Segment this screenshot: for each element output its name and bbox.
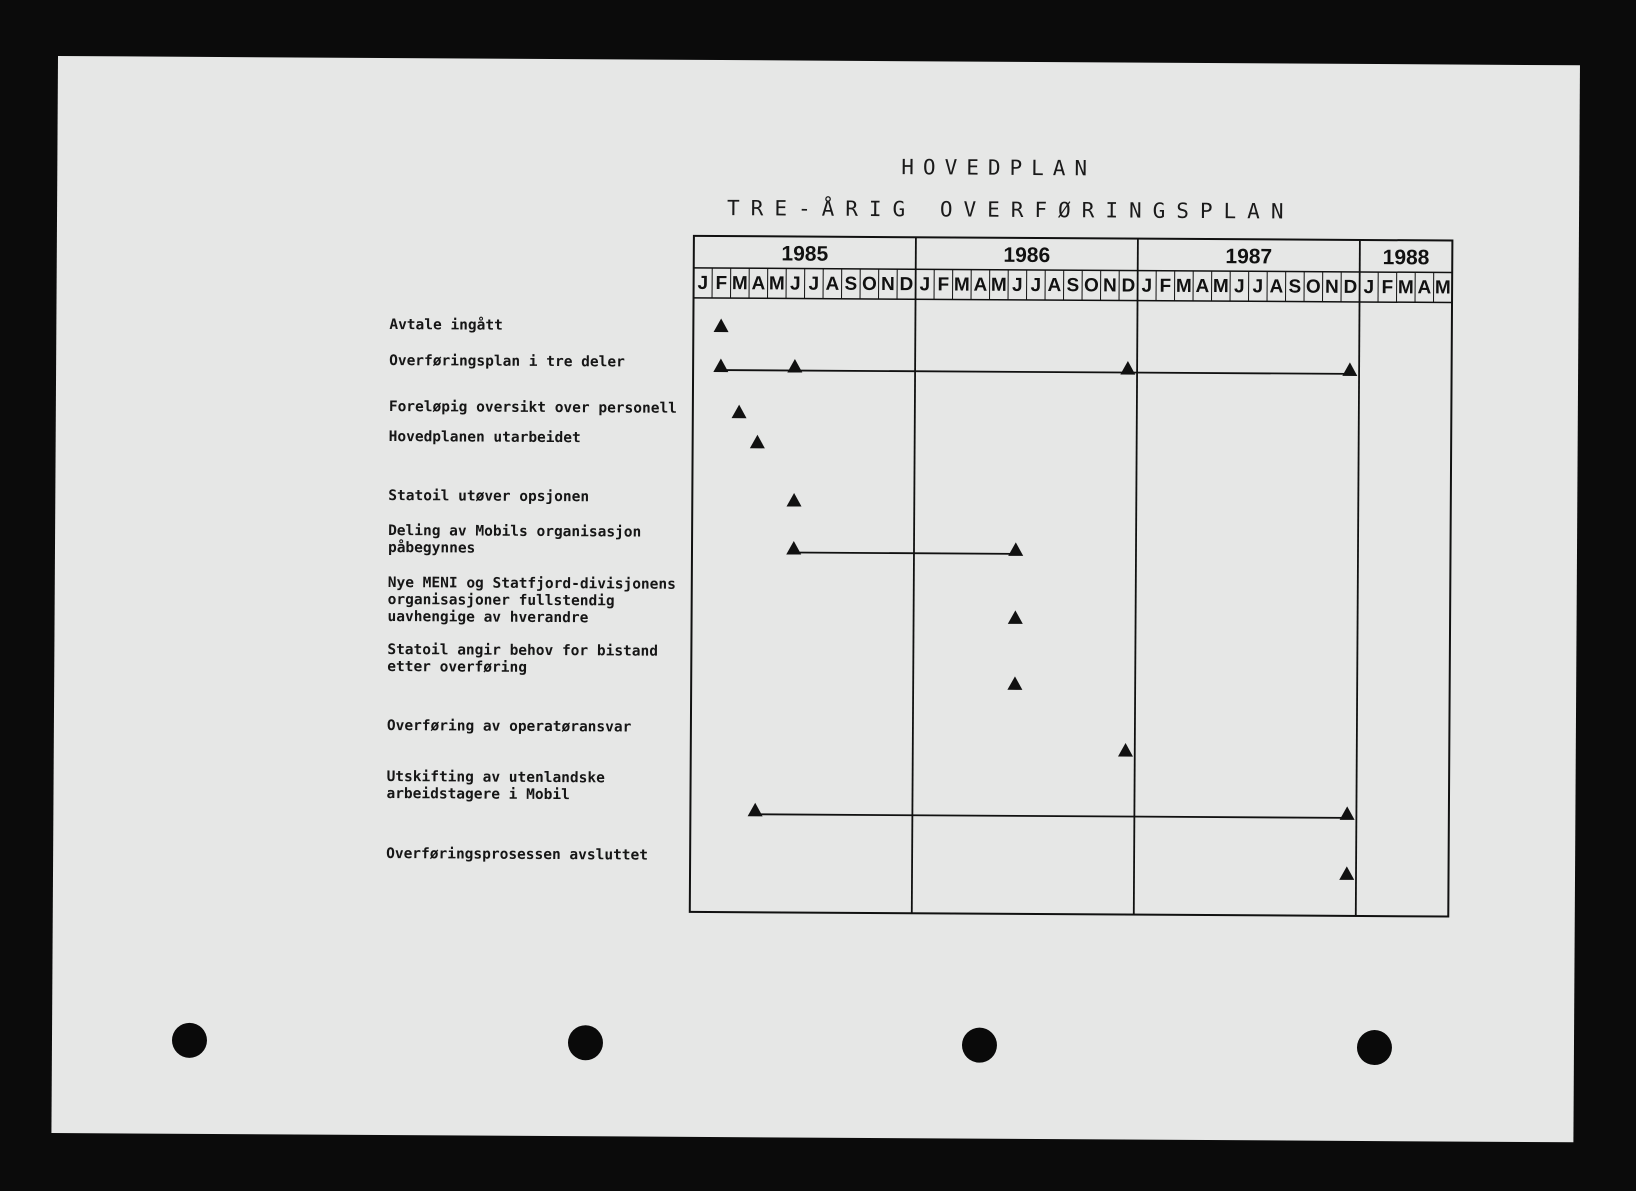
milestone-marker: [750, 435, 765, 449]
month-tick-label: J: [697, 272, 709, 294]
year-label: 1988: [1382, 246, 1430, 270]
milestone-marker: [1340, 806, 1355, 820]
task-label: Overføringsplan i tre deler: [389, 353, 625, 371]
milestone-marker: [1120, 361, 1135, 375]
task-label: Overføringsprosessen avsluttet: [386, 846, 649, 864]
year-divider: [1134, 239, 1138, 915]
month-tick-label: J: [808, 273, 820, 295]
task-label: Hovedplanen utarbeidet: [388, 429, 581, 447]
milestone-marker: [1008, 542, 1023, 556]
task-label: Utskifting av utenlandske arbeidstagere i Mobil: [386, 769, 605, 804]
header-divider: [694, 268, 1452, 273]
year-divider: [912, 237, 916, 913]
month-tick-label: A: [751, 273, 766, 295]
month-tick-label: M: [953, 274, 970, 296]
month-tick-label: S: [1066, 275, 1080, 297]
month-tick-label: M: [768, 273, 785, 295]
month-tick-label: M: [731, 273, 748, 295]
milestone-marker: [1007, 676, 1022, 690]
milestone-marker: [714, 319, 729, 333]
month-tick-label: O: [1305, 276, 1321, 298]
punch-hole: [962, 1028, 997, 1063]
month-tick-label: N: [1324, 276, 1339, 298]
task-label: Statoil utøver opsjonen: [388, 488, 590, 506]
month-tick-label: D: [1343, 276, 1358, 298]
milestone-marker: [787, 359, 802, 373]
milestone-marker: [732, 405, 747, 419]
month-tick-label: F: [715, 273, 728, 295]
month-tick-label: J: [1030, 274, 1042, 297]
month-tick-label: A: [1047, 275, 1062, 297]
month-tick-label: J: [919, 274, 931, 296]
task-label: Avtale ingått: [389, 317, 503, 334]
month-tick-label: A: [825, 273, 840, 295]
month-tick-label: J: [1012, 274, 1023, 296]
month-tick-label: A: [1269, 276, 1284, 298]
month-tick-label: M: [1175, 275, 1192, 297]
month-tick-label: N: [1102, 275, 1117, 297]
month-tick-label: D: [899, 274, 914, 296]
duration-bar: [794, 553, 1016, 554]
punch-hole: [568, 1025, 603, 1060]
gantt-chart: [51, 56, 1580, 1142]
month-tick-label: S: [844, 273, 858, 295]
year-label: 1986: [1003, 243, 1051, 268]
month-tick-label: J: [1363, 276, 1375, 299]
punch-hole: [1357, 1030, 1392, 1065]
year-label: 1985: [781, 242, 829, 266]
milestone-marker: [748, 803, 763, 817]
month-tick-label: D: [1121, 275, 1136, 297]
month-tick-label: M: [990, 274, 1007, 296]
month-tick-label: J: [1141, 275, 1153, 297]
milestone-marker: [1339, 866, 1354, 880]
month-tick-label: O: [861, 273, 877, 296]
duration-bar: [755, 814, 1347, 818]
milestone-marker: [787, 493, 802, 507]
month-tick-label: M: [1212, 276, 1229, 298]
month-tick-label: F: [1159, 275, 1172, 297]
milestone-marker: [786, 541, 801, 555]
month-tick-label: O: [1083, 275, 1099, 297]
month-tick-label: S: [1288, 276, 1302, 298]
punch-hole: [172, 1023, 207, 1058]
milestone-marker: [1008, 610, 1023, 624]
month-tick-label: J: [790, 273, 801, 295]
task-label: Foreløpig oversikt over personell: [388, 399, 677, 417]
month-tick-label: F: [1381, 277, 1394, 299]
year-label: 1987: [1225, 245, 1273, 269]
month-tick-label: J: [1234, 276, 1245, 298]
task-label: Nye MENI og Statfjord-divisjonens organisasjoner fullstendig uavhengige av hverandre: [387, 575, 676, 627]
task-label: Statoil angir behov for bistand etter overføring: [387, 642, 659, 676]
document-page: [51, 56, 1580, 1142]
month-tick-label: A: [1417, 277, 1432, 299]
header-divider: [694, 298, 1452, 303]
duration-bar: [721, 370, 1350, 374]
month-tick-label: M: [1434, 277, 1451, 299]
task-label: Deling av Mobils organisasjon påbegynnes: [387, 523, 642, 557]
month-tick-label: N: [880, 274, 895, 296]
milestone-marker: [1118, 743, 1133, 757]
month-tick-label: J: [1252, 276, 1264, 298]
task-label: Overføring av operatøransvar: [386, 718, 632, 736]
month-tick-label: A: [973, 274, 988, 296]
page-subtitle: TRE-ÅRIG OVERFØRINGSPLAN: [727, 196, 1295, 224]
milestone-marker: [1342, 362, 1357, 376]
month-tick-label: M: [1397, 277, 1414, 299]
month-tick-label: A: [1195, 275, 1210, 298]
year-divider: [1356, 240, 1360, 916]
month-tick-label: F: [937, 274, 950, 296]
page-title: HOVEDPLAN: [901, 155, 1097, 181]
milestone-marker: [713, 359, 728, 373]
